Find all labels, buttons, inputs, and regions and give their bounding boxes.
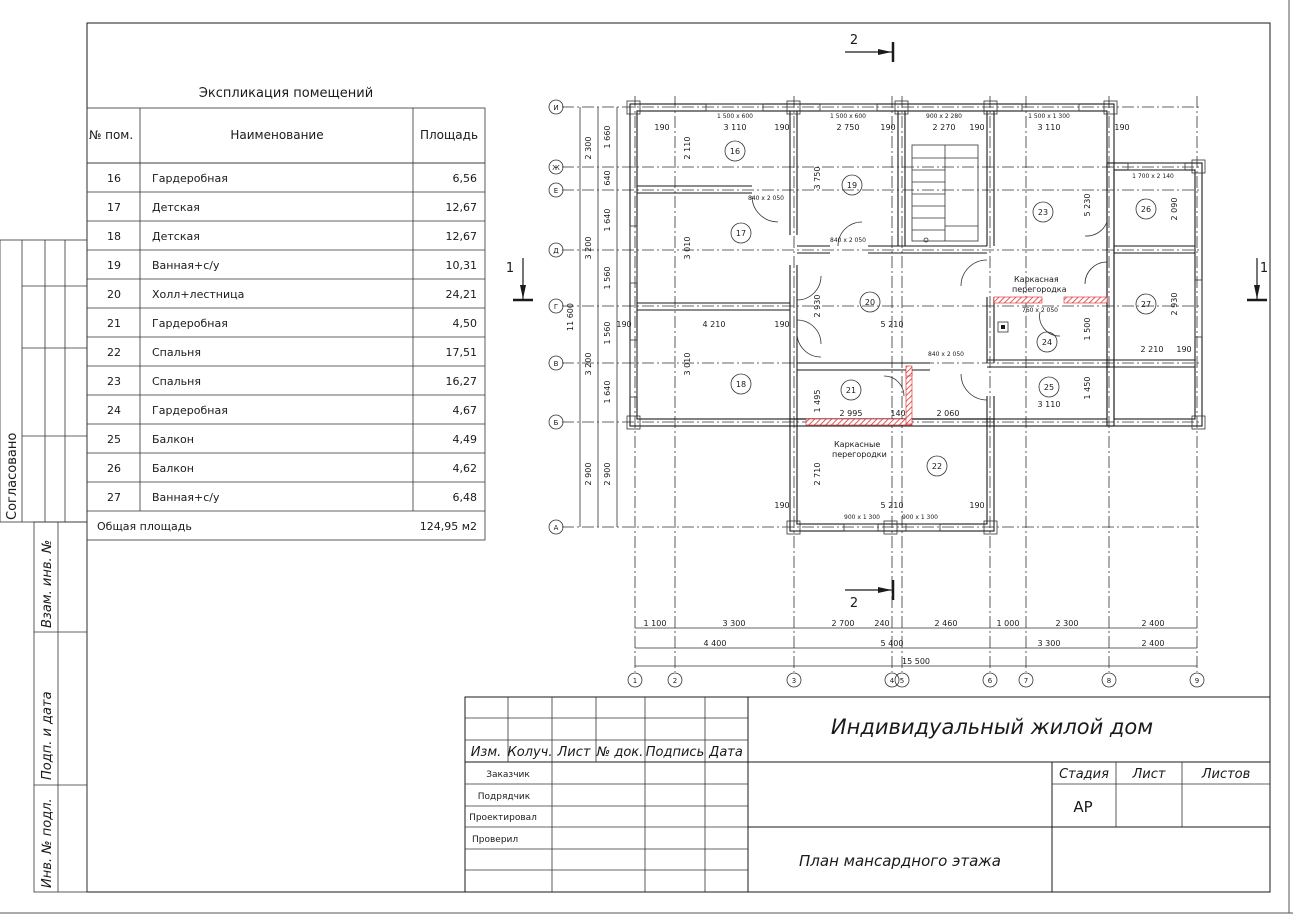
dimension-label: 640: [603, 170, 612, 186]
dimension-label: 140: [890, 409, 906, 418]
table-row: [107, 346, 477, 359]
room-name-cell: Спальня: [152, 375, 201, 388]
dimension-label: 3 010: [683, 352, 692, 376]
room-number-cell: 25: [107, 433, 121, 446]
dimension-label: 3 110: [723, 123, 747, 132]
room-number-cell: 21: [107, 317, 121, 330]
partition-label-b: перегородка: [1012, 285, 1067, 294]
opening-label: 900 x 1 300: [902, 514, 938, 521]
partitions-label-b: перегородки: [832, 450, 887, 459]
dimension-label: 1 640: [603, 380, 612, 404]
col-axis-label: 5: [899, 677, 905, 685]
room-area-cell: 4,50: [452, 317, 477, 330]
dimension-label: 2 090: [1170, 197, 1179, 221]
dimension-label: 1 660: [603, 125, 612, 149]
dimension-label: 2 400: [1141, 639, 1165, 648]
dimension-label: 2 210: [1140, 345, 1164, 354]
room-area-cell: 6,48: [452, 491, 477, 504]
room-number-cell: 18: [107, 230, 121, 243]
dimension-label: 1 560: [603, 266, 612, 290]
section-2-bottom: 2: [849, 596, 859, 611]
table-row: [107, 317, 477, 330]
explication-title: Экспликация помещений: [198, 86, 374, 101]
room-name-cell: Детская: [152, 230, 200, 243]
stage-value: АР: [1073, 798, 1093, 816]
dimension-label: 190: [774, 320, 790, 329]
tb-col-list: Лист: [557, 745, 591, 760]
opening-label: 840 x 2 050: [928, 351, 964, 358]
section-1-right: 1: [1259, 261, 1269, 276]
table-row: [107, 288, 477, 301]
row-axis-label: Г: [553, 303, 559, 311]
col-axis-label: 4: [889, 677, 895, 685]
total-value: 124,95 м2: [419, 520, 477, 533]
room-number: 26: [1140, 205, 1152, 214]
dimension-label: 2 900: [584, 462, 593, 486]
col-axis-label: 6: [987, 677, 993, 685]
vzam-label: Взам. инв. №: [40, 539, 55, 628]
dimension-label: 15 500: [902, 657, 930, 666]
dimension-label: 2 270: [932, 123, 956, 132]
room-number-cell: 26: [107, 462, 121, 475]
opening-label: 1 500 x 1 300: [1028, 113, 1070, 120]
opening-label: 760 x 2 050: [1022, 307, 1058, 314]
room-number: 21: [845, 386, 857, 395]
section-2-top: 2: [849, 33, 859, 48]
partition-label-a: Каркасная: [1014, 275, 1059, 284]
dimension-label: 4 210: [702, 320, 726, 329]
table-row: [107, 201, 477, 214]
dimension-label: 190: [1176, 345, 1192, 354]
role-contractor: Подрядчик: [477, 792, 531, 802]
dimension-label: 2 400: [1141, 619, 1165, 628]
room-number: 23: [1037, 208, 1049, 217]
project-title: Индивидуальный жилой дом: [830, 715, 1154, 739]
room-name-cell: Спальня: [152, 346, 201, 359]
room-number-cell: 23: [107, 375, 121, 388]
row-axis-label: Б: [553, 419, 559, 427]
room-number: 17: [735, 229, 747, 238]
opening-label: 840 x 2 050: [830, 237, 866, 244]
dimension-label: 5 400: [880, 639, 904, 648]
col-axis-label: 2: [672, 677, 678, 685]
dimension-label: 11 600: [566, 303, 575, 331]
dimension-label: 3 200: [584, 352, 593, 376]
row-axis-label: В: [553, 360, 559, 368]
col-header-name: Наименование: [230, 128, 324, 142]
dimension-label: 1 450: [1083, 376, 1092, 400]
section-1-left: 1: [505, 261, 515, 276]
opening-label: 900 x 1 300: [844, 514, 880, 521]
table-row: [107, 433, 477, 446]
dimension-label: 190: [969, 501, 985, 510]
room-area-cell: 17,51: [445, 346, 477, 359]
dimension-label: 3 010: [683, 236, 692, 260]
dimension-label: 240: [874, 619, 890, 628]
room-name-cell: Гардеробная: [152, 317, 228, 330]
table-row: [107, 375, 477, 388]
dimension-label: 2 110: [683, 136, 692, 160]
opening-label: 840 x 2 050: [748, 195, 784, 202]
room-number-cell: 22: [107, 346, 121, 359]
dimension-label: 2 750: [836, 123, 860, 132]
room-number-cell: 19: [107, 259, 121, 272]
room-name-cell: Детская: [152, 201, 200, 214]
stage-header: Стадия: [1059, 767, 1109, 782]
tb-col-koluch: Колуч.: [507, 745, 553, 760]
dimension-label: 5 230: [1083, 193, 1092, 217]
dimension-label: 2 300: [1055, 619, 1079, 628]
dimension-label: 2 700: [831, 619, 855, 628]
row-axis-label: И: [553, 104, 559, 112]
table-row: [107, 172, 477, 185]
table-row: [107, 491, 477, 504]
dimension-label: 1 495: [813, 389, 822, 413]
table-row: [107, 462, 477, 475]
room-name-cell: Ванная+с/у: [152, 259, 220, 272]
col-axis-label: 1: [632, 677, 638, 685]
dimension-label: 3 300: [722, 619, 746, 628]
table-row: [107, 404, 477, 417]
room-number-cell: 16: [107, 172, 121, 185]
frame-partition: [906, 366, 912, 376]
row-axis-label: Е: [553, 187, 559, 195]
room-area-cell: 12,67: [445, 230, 477, 243]
dimension-label: 1 500: [1083, 317, 1092, 341]
room-name-cell: Гардеробная: [152, 404, 228, 417]
sheet-title: План мансардного этажа: [799, 852, 1001, 870]
dimension-label: 5 210: [880, 501, 904, 510]
opening-label: 1 700 x 2 140: [1132, 173, 1174, 180]
room-area-cell: 6,56: [452, 172, 477, 185]
dimension-label: 1 100: [643, 619, 667, 628]
explication-table: [87, 86, 485, 540]
room-area-cell: 12,67: [445, 201, 477, 214]
col-axis-label: 7: [1023, 677, 1029, 685]
tb-col-doc: № док.: [596, 745, 644, 760]
dimension-label: 190: [616, 320, 632, 329]
tb-col-date: Дата: [709, 745, 743, 760]
col-axis-label: 8: [1106, 677, 1112, 685]
room-number: 18: [735, 380, 747, 389]
dimension-label: 3 110: [1037, 400, 1061, 409]
tb-col-izm: Изм.: [470, 745, 502, 760]
table-row: [107, 259, 477, 272]
dimension-label: 2 300: [584, 136, 593, 160]
room-name-cell: Гардеробная: [152, 172, 228, 185]
dimension-label: 190: [774, 501, 790, 510]
room-area-cell: 10,31: [445, 259, 477, 272]
frame-partition: [806, 419, 912, 425]
opening-label: 900 x 2 280: [926, 113, 962, 120]
room-name-cell: Холл+лестница: [152, 288, 245, 301]
room-area-cell: 4,67: [452, 404, 477, 417]
room-number: 20: [864, 298, 876, 307]
dimension-label: 2 900: [603, 462, 612, 486]
room-name-cell: Ванная+с/у: [152, 491, 220, 504]
col-header-area: Площадь: [419, 128, 479, 142]
dimension-label: 1 000: [996, 619, 1020, 628]
partitions-label-a: Каркасные: [834, 440, 881, 449]
sheet-header: Лист: [1132, 767, 1166, 782]
room-number-cell: 27: [107, 491, 121, 504]
inv-label: Инв. № подл.: [40, 798, 55, 888]
opening-label: 1 500 x 600: [830, 113, 866, 120]
dimension-label: 2 460: [934, 619, 958, 628]
role-customer: Заказчик: [486, 770, 530, 780]
dimension-label: 190: [880, 123, 896, 132]
dimension-label: 3 750: [813, 166, 822, 190]
col-axis-label: 9: [1194, 677, 1200, 685]
table-row: [107, 230, 477, 243]
col-header-num: № пом.: [88, 128, 134, 142]
role-designer: Проектировал: [469, 813, 537, 823]
dimension-label: 1 560: [603, 321, 612, 345]
row-axis-label: Д: [553, 247, 559, 255]
dimension-label: 5 210: [880, 320, 904, 329]
row-axis-label: А: [553, 524, 559, 532]
row-axis-label: Ж: [552, 164, 560, 172]
dimension-label: 4 400: [703, 639, 727, 648]
tb-col-sign: Подпись: [645, 745, 705, 760]
dimension-label: 2 710: [813, 462, 822, 486]
dimension-label: 3 200: [584, 236, 593, 260]
dimension-label: 1 640: [603, 208, 612, 232]
room-name-cell: Балкон: [152, 433, 194, 446]
dimension-label: 190: [654, 123, 670, 132]
frame-partition: [906, 370, 912, 424]
room-number: 19: [846, 181, 858, 190]
dimension-label: 190: [774, 123, 790, 132]
dimension-label: 2 060: [936, 409, 960, 418]
sheets-header: Листов: [1201, 767, 1251, 782]
dimension-label: 190: [969, 123, 985, 132]
room-name-cell: Балкон: [152, 462, 194, 475]
room-number: 22: [931, 462, 943, 471]
dimension-label: 2 930: [1170, 292, 1179, 316]
room-area-cell: 4,62: [452, 462, 477, 475]
dimension-label: 2 995: [839, 409, 863, 418]
floor-plan: [549, 96, 1205, 687]
room-area-cell: 24,21: [445, 288, 477, 301]
room-number-cell: 20: [107, 288, 121, 301]
dimension-label: 2 930: [813, 294, 822, 318]
room-number: 16: [729, 147, 741, 156]
role-checker: Проверил: [472, 835, 519, 845]
dimension-label: 3 110: [1037, 123, 1061, 132]
room-number: 24: [1041, 338, 1053, 347]
frame-partition: [994, 297, 1042, 303]
room-number: 25: [1043, 383, 1055, 392]
dimension-label: 190: [1114, 123, 1130, 132]
room-number-cell: 17: [107, 201, 121, 214]
col-axis-label: 3: [791, 677, 797, 685]
room-area-cell: 4,49: [452, 433, 477, 446]
total-label: Общая площадь: [97, 520, 192, 533]
room-area-cell: 16,27: [445, 375, 477, 388]
room-number: 27: [1140, 300, 1152, 309]
dimension-label: 3 300: [1037, 639, 1061, 648]
room-number-cell: 24: [107, 404, 121, 417]
opening-label: 1 500 x 600: [717, 113, 753, 120]
frame-partition: [1064, 297, 1107, 303]
agreed-label: Согласовано: [5, 432, 20, 520]
podp-label: Подп. и дата: [40, 691, 55, 780]
